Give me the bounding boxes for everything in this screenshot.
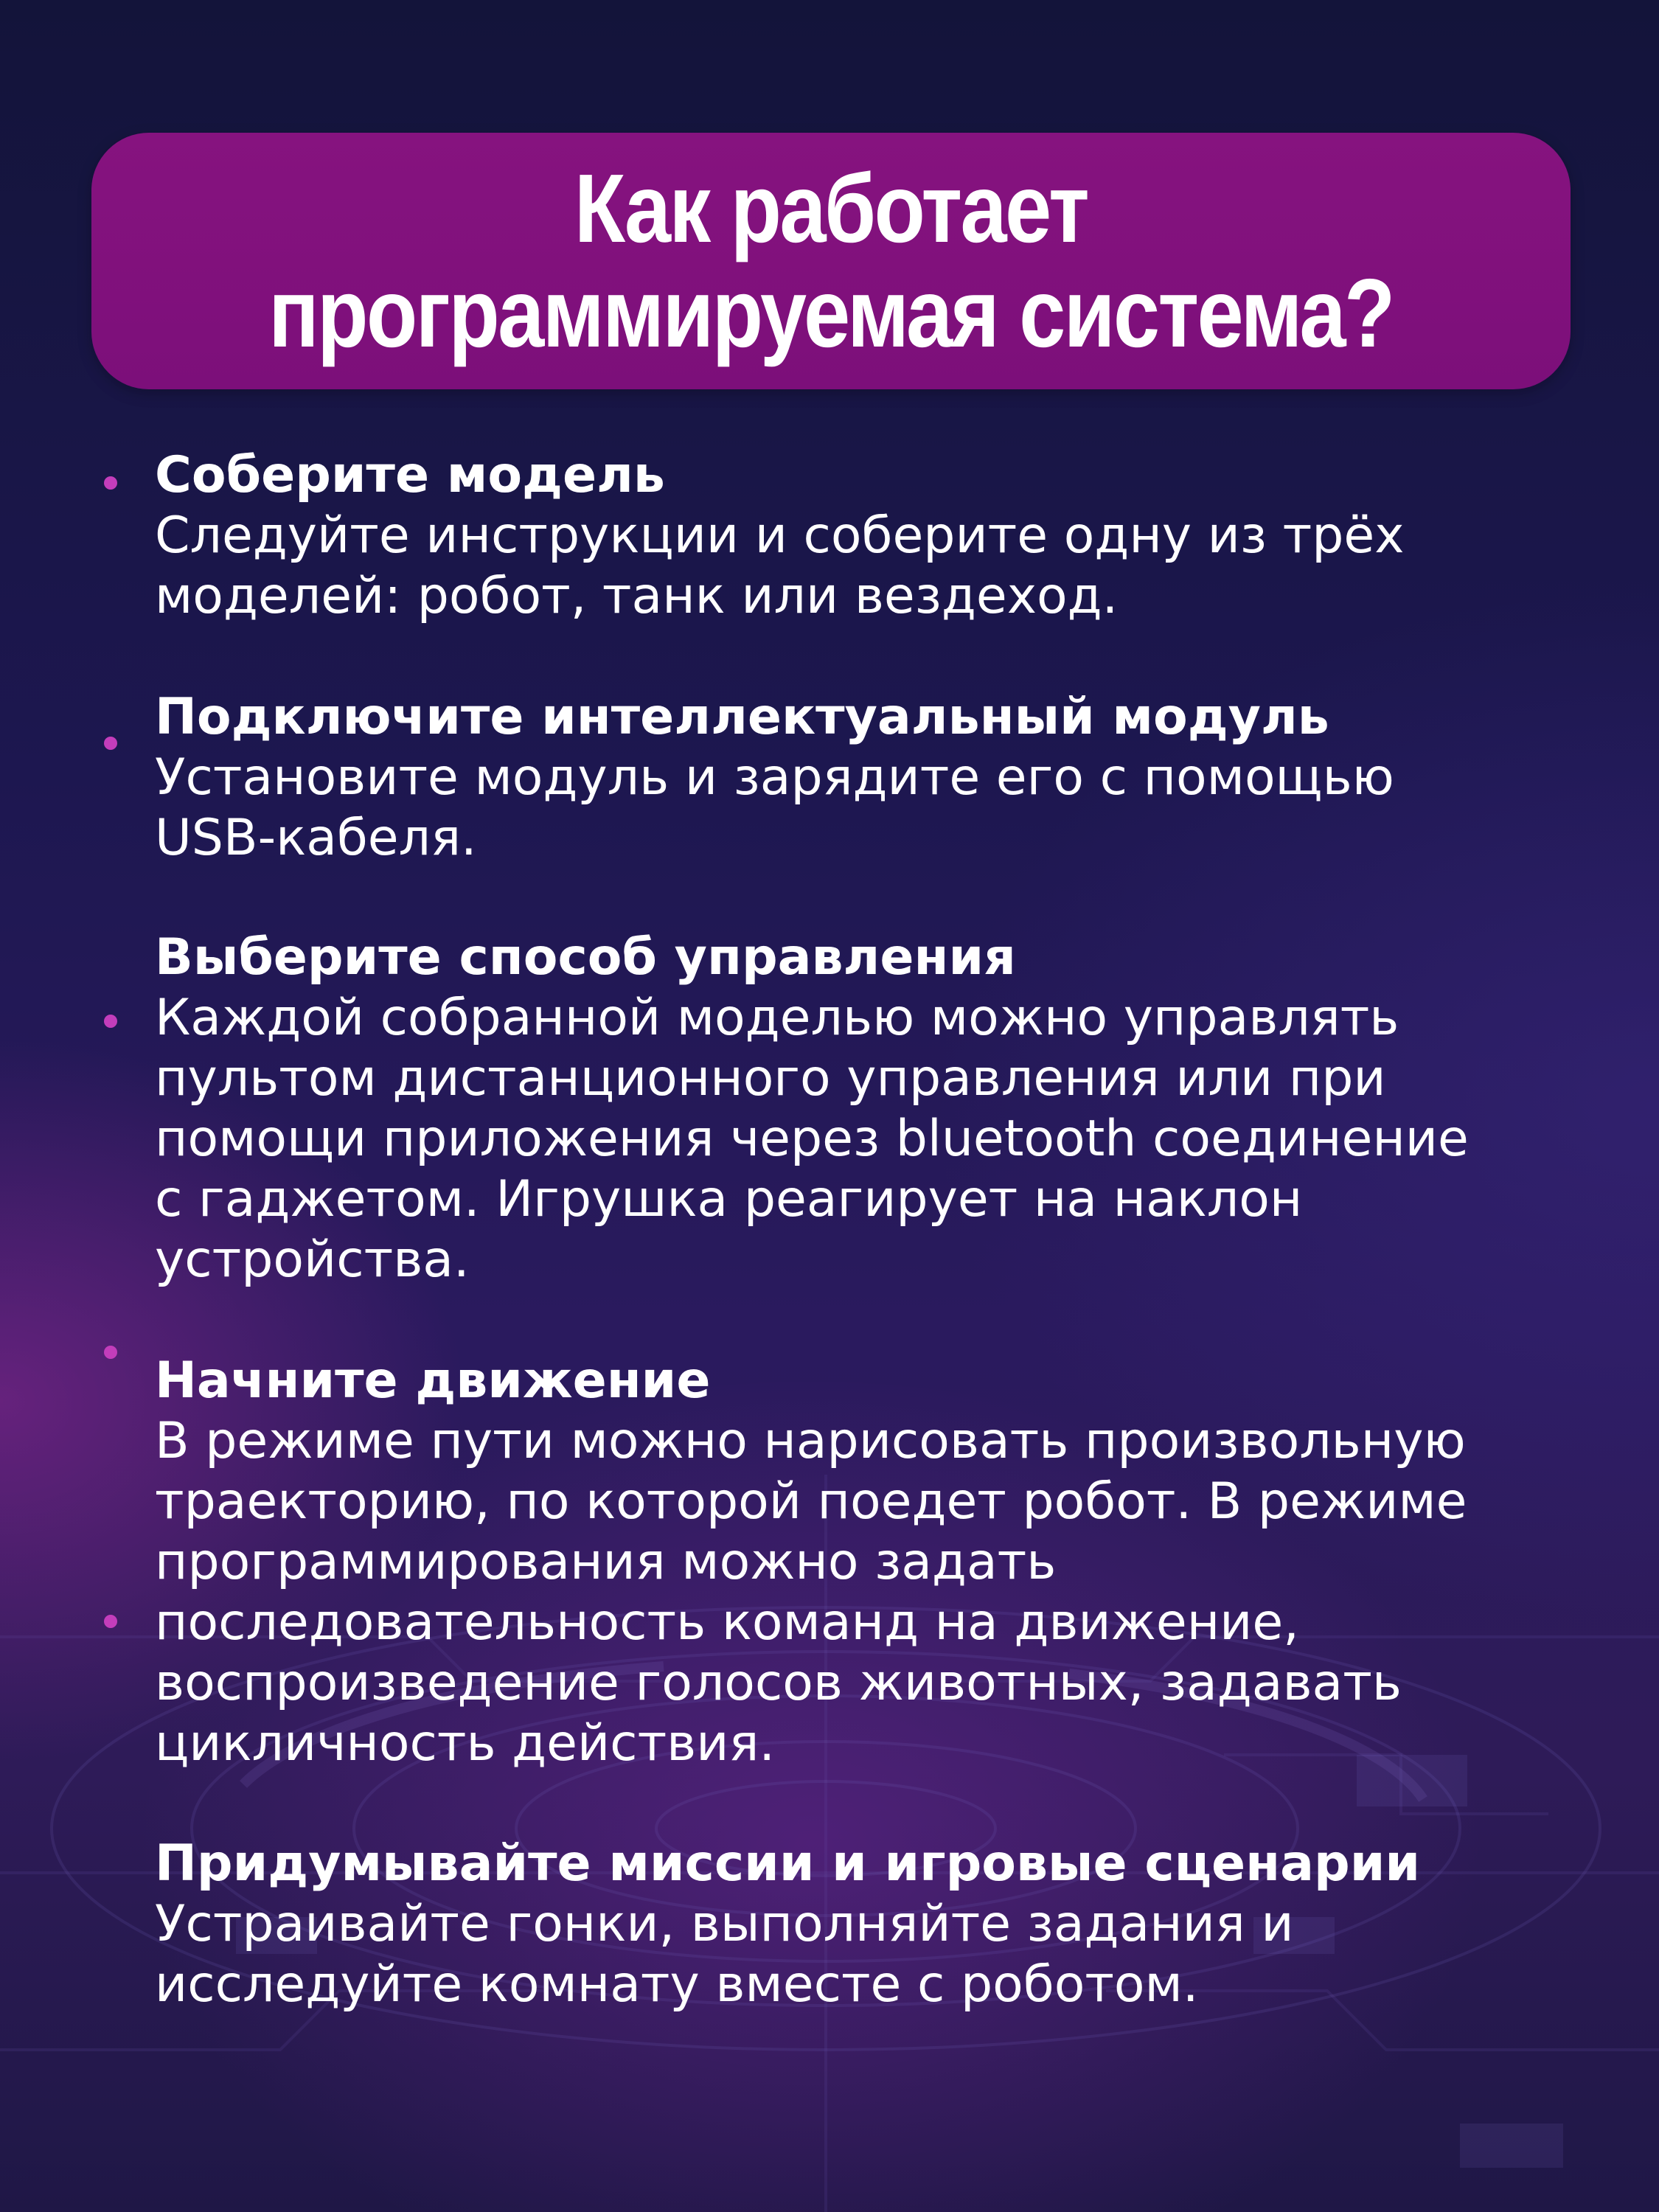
- step-description-line: воспроизведение голосов животных, задавать: [155, 1654, 1402, 1712]
- step-description: [155, 748, 1622, 869]
- step-description-line: В режиме пути можно нарисовать произвольную: [155, 1412, 1466, 1470]
- step-invent-missions: [155, 1834, 1622, 2015]
- step-heading: Придумывайте миссии и игровые сценарии: [155, 1834, 1421, 1893]
- step-description-line: последовательность команд на движение,: [155, 1593, 1299, 1652]
- step-description-line: программирования можно задать: [155, 1533, 1057, 1591]
- step-description-line: Каждой собранной моделью можно управлять: [155, 989, 1399, 1047]
- step-description-line: устройства.: [155, 1231, 470, 1289]
- step-description-line: исследуйте комнату вместе с роботом.: [155, 1955, 1199, 2014]
- step-description-line: Установите модуль и зарядите его с помощью: [155, 748, 1394, 807]
- step-assemble-model: [155, 445, 1622, 627]
- title-banner: [91, 133, 1571, 389]
- page-title: [268, 156, 1394, 366]
- step-heading: Выберите способ управления: [155, 928, 1016, 987]
- step-description-line: цикличность действия.: [155, 1714, 775, 1773]
- step-description-line: USB-кабеля.: [155, 809, 477, 867]
- bullet-icon: [104, 1346, 117, 1359]
- step-description-line: Устраивайте гонки, выполняйте задания и: [155, 1895, 1294, 1953]
- bullet-icon: [104, 1015, 117, 1028]
- bullet-icon: [104, 737, 117, 750]
- bullet-icon: [104, 1615, 117, 1628]
- step-description-line: моделей: робот, танк или вездеход.: [155, 567, 1119, 625]
- step-choose-control: [155, 928, 1622, 1290]
- step-heading: Соберите модель: [155, 446, 665, 504]
- step-start-movement: [155, 1351, 1622, 1774]
- step-description: [155, 1411, 1622, 1774]
- step-description-line: траекторию, по которой поедет робот. В режиме: [155, 1472, 1467, 1531]
- title-line-1: Как работает: [574, 154, 1088, 262]
- step-description: [155, 988, 1622, 1290]
- step-connect-module: [155, 687, 1622, 869]
- bullet-icon: [104, 476, 117, 490]
- step-description-line: с гаджетом. Игрушка реагирует на наклон: [155, 1170, 1303, 1228]
- step-heading: Подключите интеллектуальный модуль: [155, 688, 1329, 746]
- step-description-line: пультом дистанционного управления или при: [155, 1049, 1386, 1107]
- step-description: [155, 506, 1622, 627]
- step-description-line: Следуйте инструкции и соберите одну из трёх: [155, 507, 1405, 565]
- step-heading: Начните движение: [155, 1352, 711, 1410]
- step-description-line: помощи приложения через bluetooth соединение: [155, 1110, 1469, 1168]
- title-line-2: программируемая система?: [268, 259, 1394, 367]
- step-description: [155, 1894, 1622, 2015]
